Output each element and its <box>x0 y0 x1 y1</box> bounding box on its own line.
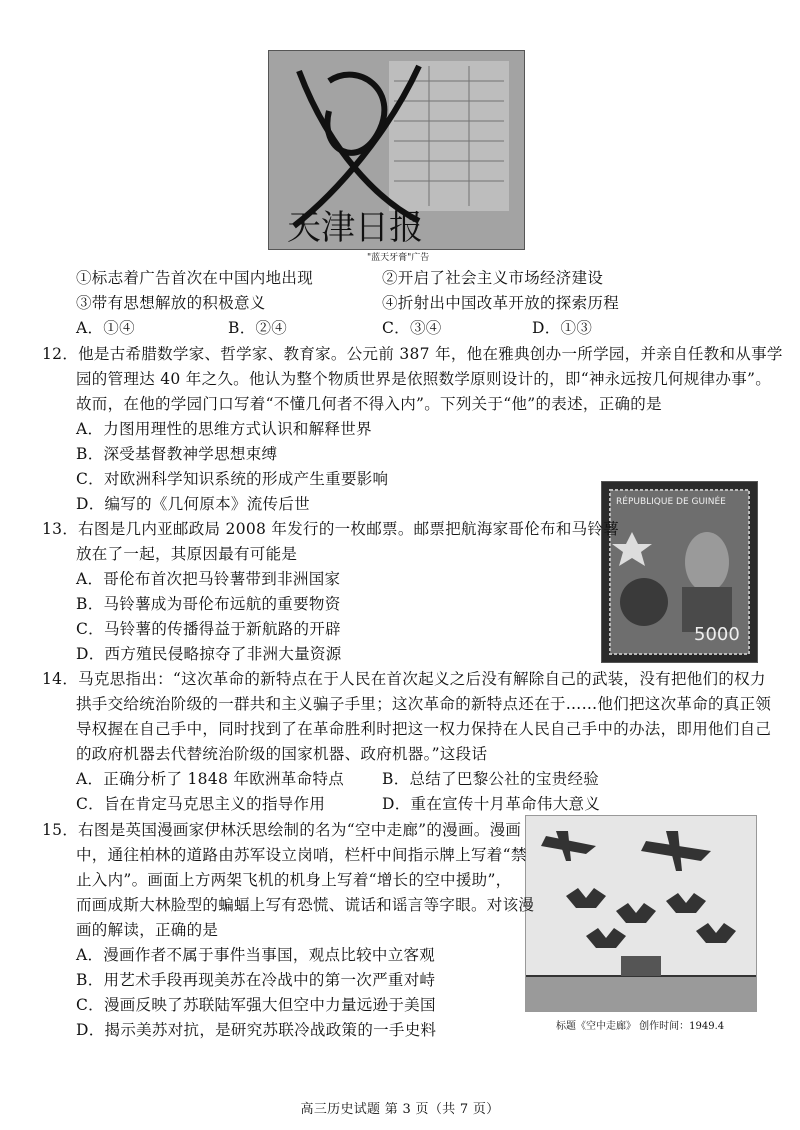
toothpaste-ad-caption: "蓝天牙膏"广告 <box>367 253 430 263</box>
q12-option-c: C．对欧洲科学知识系统的形成产生重要影响 <box>76 470 389 488</box>
guinea-stamp-figure <box>601 481 758 663</box>
q15-stem-line-2: 中，通往柏林的道路由苏军设立岗哨，栏杆中间指示牌上写着“禁 <box>76 846 527 864</box>
q14-option-c: C．旨在肯定马克思主义的指导作用 <box>76 795 326 813</box>
q15-option-d: D．揭示美苏对抗，是研究苏联冷战政策的一手史料 <box>76 1021 437 1039</box>
q14-option-b: B．总结了巴黎公社的宝贵经验 <box>382 770 600 788</box>
q11-option-c: C．③④ <box>382 319 442 337</box>
q13-option-c: C．马铃薯的传播得益于新航路的开辟 <box>76 620 341 638</box>
stamp-country: RÉPUBLIQUE DE GUINÉE <box>616 497 726 507</box>
q15-option-b: B．用艺术手段再现美苏在冷战中的第一次严重对峙 <box>76 971 436 989</box>
stamp-value: 5000 <box>694 624 740 645</box>
q14-option-a: A．正确分析了 1848 年欧洲革命特点 <box>76 770 344 788</box>
cartoon-image <box>526 816 756 1011</box>
q12-option-b: B．深受基督教神学思想束缚 <box>76 445 278 463</box>
stamp-image <box>602 482 757 662</box>
q14-stem-line-2: 拱手交给统治阶级的一群共和主义骗子手里；这次革命的新特点还在于……他们把这次革命的真正领 <box>76 695 772 713</box>
statement-3: ③带有思想解放的积极意义 <box>76 294 266 312</box>
q14-stem-line-1: 14．马克思指出：“这次革命的新特点在于人民在首次起义之后没有解除自己的武装，没有把他们的权力 <box>42 670 766 688</box>
q15-stem-line-4: 而画成斯大林脸型的蝙蝠上写有恐慌、谎话和谣言等字眼。对该漫 <box>76 896 535 914</box>
page-footer: 高三历史试题 第 3 页（共 7 页） <box>300 1102 500 1117</box>
q15-option-c: C．漫画反映了苏联陆军强大但空中力量远逊于美国 <box>76 996 436 1014</box>
q12-stem-line-3: 故而，在他的学园门口写着“不懂几何者不得入内”。下列关于“他”的表述，正确的是 <box>76 395 662 413</box>
q12-stem-line-1: 12．他是古希腊数学家、哲学家、教育家。公元前 387 年，他在雅典创办一所学园，并亲自任教和从事学 <box>42 345 783 363</box>
statement-1: ①标志着广告首次在中国内地出现 <box>76 269 314 287</box>
q11-option-d: D．①③ <box>532 319 593 337</box>
q14-stem-line-4: 的政府机器去代替统治阶级的国家机器、政府机器。”这段话 <box>76 745 488 763</box>
q15-stem-line-3: 止入内”。画面上方两架飞机的机身上写着“增长的空中援助”， <box>76 871 512 889</box>
q15-option-a: A．漫画作者不属于事件当事国，观点比较中立客观 <box>76 946 436 964</box>
q13-option-d: D．西方殖民侵略掠夺了非洲大量资源 <box>76 645 342 663</box>
statement-2: ②开启了社会主义市场经济建设 <box>382 269 604 287</box>
statement-4: ④折射出中国改革开放的探索历程 <box>382 294 620 312</box>
q14-stem-line-3: 导权握在自己手中，同时找到了在革命胜利时把这一权力保持在人民自己手中的办法，即用他们自己 <box>76 720 772 738</box>
q11-option-a: A．①④ <box>76 319 135 337</box>
toothpaste-ad-figure <box>268 50 525 250</box>
q11-option-b: B．②④ <box>228 319 288 337</box>
air-corridor-cartoon <box>525 815 757 1012</box>
newspaper-ad-image <box>269 51 524 249</box>
q13-stem-line-2: 放在了一起，其原因最有可能是 <box>76 545 298 563</box>
q12-option-d: D．编写的《几何原本》流传后世 <box>76 495 310 513</box>
q12-option-a: A．力图用理性的思维方式认识和解释世界 <box>76 420 372 438</box>
q12-stem-line-2: 园的管理达 40 年之久。他认为整个物质世界是依照数学原则设计的，即“神永远按几何规律办事”。 <box>76 370 772 388</box>
q15-stem-line-5: 画的解读，正确的是 <box>76 921 219 939</box>
cartoon-caption: 标题《空中走廊》 创作时间：1949.4 <box>556 1021 725 1032</box>
newspaper-masthead: 天津日报 <box>287 208 423 248</box>
q14-option-d: D．重在宣传十月革命伟大意义 <box>382 795 601 813</box>
q13-stem-line-1: 13．右图是几内亚邮政局 2008 年发行的一枚邮票。邮票把航海家哥伦布和马铃薯 <box>42 520 620 538</box>
q13-option-a: A．哥伦布首次把马铃薯带到非洲国家 <box>76 570 341 588</box>
q13-option-b: B．马铃薯成为哥伦布远航的重要物资 <box>76 595 341 613</box>
q15-stem-line-1: 15．右图是英国漫画家伊林沃思绘制的名为“空中走廊”的漫画。漫画 <box>42 821 522 839</box>
